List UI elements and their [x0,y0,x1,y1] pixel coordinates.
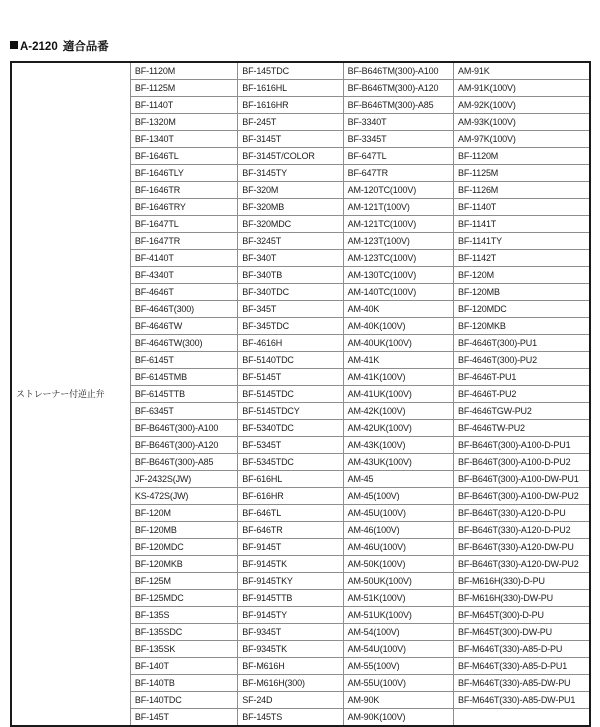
model-cell: BF-M616H(300) [238,675,343,692]
model-cell: BF-1616HL [238,80,343,97]
model-cell: AM-50UK(100V) [343,573,453,590]
compatible-models-table [10,61,591,727]
model-cell: AM-51UK(100V) [343,607,453,624]
model-cell: BF-120M [130,505,237,522]
model-cell: BF-6145T [130,352,237,369]
model-cell: BF-9145TK [238,556,343,573]
model-cell: BF-616HL [238,471,343,488]
model-cell: BF-345TDC [238,318,343,335]
model-cell: AM-54U(100V) [343,641,453,658]
model-cell: BF-4646TW-PU2 [454,420,591,437]
model-cell: BF-6345T [130,403,237,420]
table-row [11,62,590,80]
model-cell: BF-4646T(300) [130,301,237,318]
compatible-models-table-wrapper [10,61,591,727]
model-cell: BF-647TR [343,165,453,182]
model-cell: BF-9145TY [238,607,343,624]
model-cell: AM-45U(100V) [343,505,453,522]
model-cell: BF-646TR [238,522,343,539]
model-cell: AM-91K(100V) [454,80,591,97]
model-cell: BF-M616H [238,658,343,675]
model-cell: AM-40K(100V) [343,318,453,335]
model-cell: BF-3340T [343,114,453,131]
row-header-strainer-check-valve: ストレーナー付逆止弁 [11,62,130,726]
model-cell: BF-1646TRY [130,199,237,216]
model-cell: BF-135SDC [130,624,237,641]
model-cell: BF-M646T(330)-A85-D-PU1 [454,658,591,675]
model-cell: AM-92K(100V) [454,97,591,114]
model-cell: BF-M646T(330)-A85-D-PU [454,641,591,658]
model-cell: BF-1120M [454,148,591,165]
model-cell: BF-4646T(300)-PU2 [454,352,591,369]
model-cell: BF-B646T(330)-A120-DW-PU2 [454,556,591,573]
model-cell: BF-140T [130,658,237,675]
model-cell: BF-1340T [130,131,237,148]
model-cell: AM-54(100V) [343,624,453,641]
model-cell: BF-M646T(330)-A85-DW-PU1 [454,692,591,709]
model-cell: BF-1141TY [454,233,591,250]
model-cell: AM-51K(100V) [343,590,453,607]
model-cell: BF-4646TGW-PU2 [454,403,591,420]
model-cell: BF-B646T(300)-A100-D-PU1 [454,437,591,454]
model-cell: BF-646TL [238,505,343,522]
model-cell: BF-5145T [238,369,343,386]
model-cell: BF-B646TM(300)-A120 [343,80,453,97]
model-cell: BF-B646T(300)-A120 [130,437,237,454]
model-cell: AM-45 [343,471,453,488]
model-cell: BF-6145TTB [130,386,237,403]
table-body [11,62,590,726]
model-cell: BF-345T [238,301,343,318]
model-cell: BF-4646T-PU2 [454,386,591,403]
model-cell: BF-120MB [130,522,237,539]
model-cell: BF-B646T(330)-A120-D-PU2 [454,522,591,539]
model-cell: BF-120M [454,267,591,284]
model-cell: AM-90K(100V) [343,709,453,727]
model-cell: BF-B646T(300)-A100-D-PU2 [454,454,591,471]
model-cell: BF-340TDC [238,284,343,301]
model-cell: BF-4646T [130,284,237,301]
model-cell: BF-M616H(330)-D-PU [454,573,591,590]
model-cell: AM-40UK(100V) [343,335,453,352]
model-cell: KS-472S(JW) [130,488,237,505]
model-cell: BF-616HR [238,488,343,505]
model-cell: BF-9345T [238,624,343,641]
model-cell: BF-1647TL [130,216,237,233]
model-cell: AM-130TC(100V) [343,267,453,284]
model-cell: BF-140TB [130,675,237,692]
model-cell: BF-4140T [130,250,237,267]
model-cell: BF-9145TKY [238,573,343,590]
model-cell: AM-120TC(100V) [343,182,453,199]
model-cell: AM-46(100V) [343,522,453,539]
model-cell: AM-42UK(100V) [343,420,453,437]
model-cell: AM-123T(100V) [343,233,453,250]
model-cell: AM-91K [454,62,591,80]
model-cell: BF-140TDC [130,692,237,709]
model-cell: BF-B646T(330)-A120-D-PU [454,505,591,522]
model-cell: BF-3245T [238,233,343,250]
model-cell: AM-42K(100V) [343,403,453,420]
model-cell: BF-1647TR [130,233,237,250]
model-cell: BF-5145TDCY [238,403,343,420]
model-cell: BF-1126M [454,182,591,199]
model-cell: BF-120MB [454,284,591,301]
model-cell: BF-5340TDC [238,420,343,437]
model-cell: BF-120MKB [130,556,237,573]
model-cell: BF-120MKB [454,318,591,335]
model-cell: AM-140TC(100V) [343,284,453,301]
model-cell: AM-43UK(100V) [343,454,453,471]
model-cell: AM-46U(100V) [343,539,453,556]
model-cell: AM-50K(100V) [343,556,453,573]
model-cell: BF-1646TR [130,182,237,199]
model-cell: BF-145TS [238,709,343,727]
model-cell: BF-1616HR [238,97,343,114]
model-cell: BF-B646TM(300)-A85 [343,97,453,114]
model-cell: BF-B646T(300)-A100-DW-PU1 [454,471,591,488]
model-cell: BF-245T [238,114,343,131]
model-cell: BF-3145T [238,131,343,148]
model-cell: BF-1125M [130,80,237,97]
model-cell: BF-1646TLY [130,165,237,182]
model-cell: AM-41UK(100V) [343,386,453,403]
model-cell: BF-4646T-PU1 [454,369,591,386]
model-cell: BF-647TL [343,148,453,165]
model-cell: BF-320M [238,182,343,199]
model-cell: BF-4616H [238,335,343,352]
model-cell: AM-123TC(100V) [343,250,453,267]
model-cell: BF-145T [130,709,237,727]
model-cell: BF-5345T [238,437,343,454]
model-cell: BF-340TB [238,267,343,284]
model-cell: AM-121T(100V) [343,199,453,216]
model-cell: BF-135S [130,607,237,624]
model-cell: BF-4646T(300)-PU1 [454,335,591,352]
model-cell: BF-4340T [130,267,237,284]
model-cell: SF-24D [238,692,343,709]
model-cell: BF-320MDC [238,216,343,233]
model-cell: BF-B646T(300)-A100-DW-PU2 [454,488,591,505]
title-product-code: A-2120 [20,41,58,53]
model-cell [454,709,591,727]
model-cell: BF-1141T [454,216,591,233]
model-cell: BF-B646T(300)-A100 [130,420,237,437]
square-bullet-icon [10,41,18,49]
model-cell: BF-9145T [238,539,343,556]
model-cell: BF-1140T [130,97,237,114]
model-cell: AM-55(100V) [343,658,453,675]
model-cell: BF-1142T [454,250,591,267]
model-cell: BF-B646T(330)-A120-DW-PU [454,539,591,556]
model-cell: BF-6145TMB [130,369,237,386]
model-cell: AM-93K(100V) [454,114,591,131]
model-cell: BF-B646TM(300)-A100 [343,62,453,80]
model-cell: BF-145TDC [238,62,343,80]
model-cell: BF-125M [130,573,237,590]
model-cell: AM-55U(100V) [343,675,453,692]
model-cell: BF-M645T(300)-DW-PU [454,624,591,641]
model-cell: AM-41K [343,352,453,369]
model-cell: BF-4646TW [130,318,237,335]
model-cell: BF-1140T [454,199,591,216]
section-title [10,38,109,54]
model-cell: BF-5140TDC [238,352,343,369]
model-cell: BF-120MDC [454,301,591,318]
model-cell: AM-97K(100V) [454,131,591,148]
model-cell: BF-320MB [238,199,343,216]
model-cell: BF-9345TK [238,641,343,658]
model-cell: BF-B646T(300)-A85 [130,454,237,471]
model-cell: BF-1120M [130,62,237,80]
model-cell: AM-121TC(100V) [343,216,453,233]
model-cell: BF-1125M [454,165,591,182]
model-cell: AM-45(100V) [343,488,453,505]
model-cell: BF-125MDC [130,590,237,607]
model-cell: BF-3145TY [238,165,343,182]
model-cell: AM-41K(100V) [343,369,453,386]
model-cell: AM-43K(100V) [343,437,453,454]
model-cell: BF-9145TTB [238,590,343,607]
model-cell: BF-3345T [343,131,453,148]
model-cell: BF-1320M [130,114,237,131]
model-cell: BF-135SK [130,641,237,658]
model-cell: BF-M645T(300)-D-PU [454,607,591,624]
title-label: 適合品番 [62,41,109,53]
model-cell: BF-1646TL [130,148,237,165]
model-cell: BF-5145TDC [238,386,343,403]
model-cell: BF-4646TW(300) [130,335,237,352]
model-cell: AM-90K [343,692,453,709]
model-cell: BF-M646T(330)-A85-DW-PU [454,675,591,692]
model-cell: JF-2432S(JW) [130,471,237,488]
model-cell: BF-3145T/COLOR [238,148,343,165]
model-cell: BF-120MDC [130,539,237,556]
model-cell: AM-40K [343,301,453,318]
model-cell: BF-M616H(330)-DW-PU [454,590,591,607]
model-cell: BF-5345TDC [238,454,343,471]
model-cell: BF-340T [238,250,343,267]
